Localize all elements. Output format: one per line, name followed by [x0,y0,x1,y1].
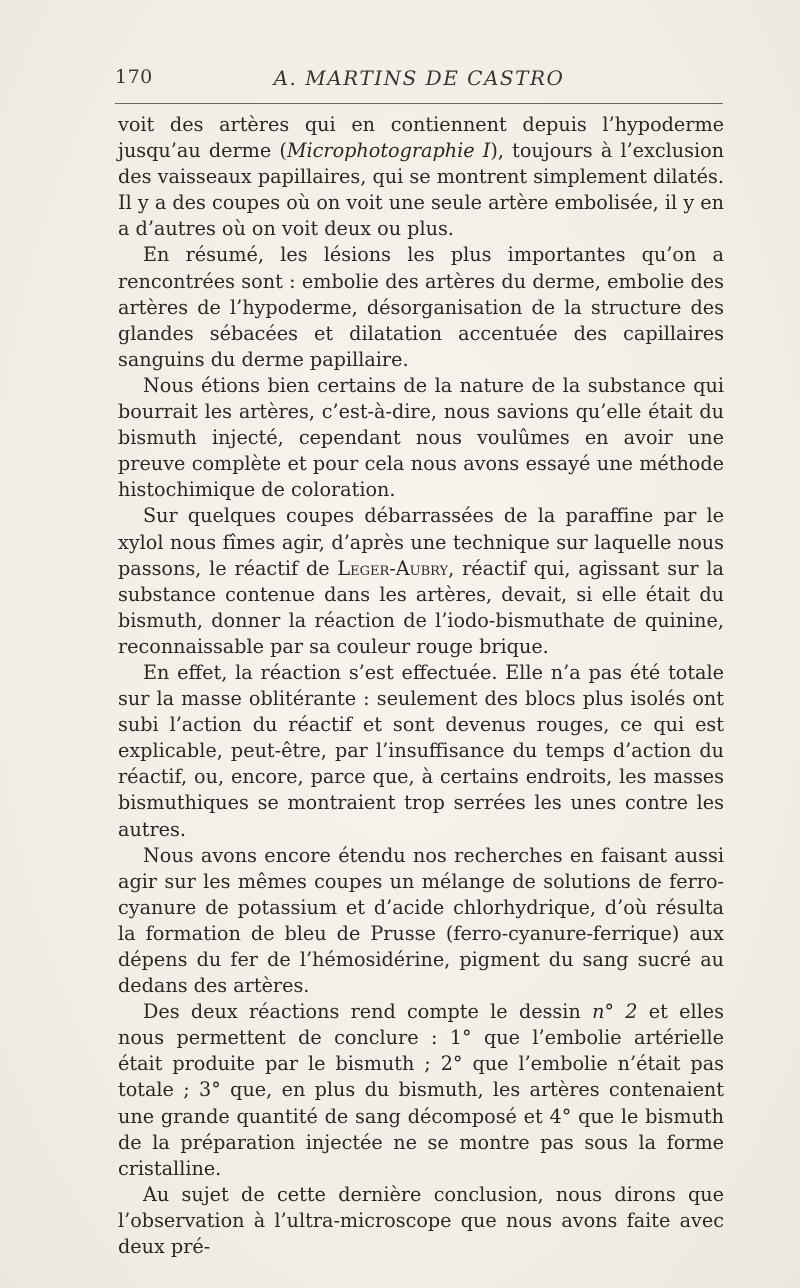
paragraph [118,242,724,372]
text-run: Nous avons encore étendu nos recherches en faisant aussi agir sur les mêmes coupes un mélange de solutions de ferro-cyanure de potassium et d’acide chlorhydrique, d’où résulta la formation de bleu de Prusse (ferro-cyanure-ferrique) aux dépens du fer de l’hémosidérine, pigment du sang sucré au dedans des artères. [118,843,724,998]
text-run: Sur quelques coupes débarrassées de la paraffine par le xylol nous fîmes agir, d’après une technique sur laquelle nous passons, le réactif de [118,504,724,580]
small-caps-name: Leger-Aubry [337,556,449,580]
text-run: et elles nous permettent de conclure : 1° que l’embolie artérielle était produite par le bismuth ; 2° que l’embolie n’était pas totale ; 3° que, en plus du bismuth, les artères contenaient une grande quantité de sang décomposé et 4° que le bismuth de la préparation injectée ne se montre pas sous la forme cristalline. [118,1000,724,1180]
text-run: En effet, la réaction s’est effectuée. Elle n’a pas été totale sur la masse oblitérante : seulement des blocs plus isolés ont subi l’action du réactif et sont devenus rouges, ce qui est explicable, peut-être, par l’insuffisance du temps d’action du réactif, ou, encore, parce que, à certains endroits, les masses bismuthiques se montraient trop serrées les unes contre les autres. [118,660,724,841]
text-run: Au sujet de cette dernière conclusion, nous dirons que l’observation à l’ultra-microscope que nous avons faite avec deux pré- [118,1182,724,1259]
page-number: 170 [115,66,153,88]
paragraph [118,503,724,660]
paragraph [118,843,724,1000]
paragraph [118,112,724,242]
italic-text: n° 2 [592,1000,638,1024]
text-run: ), toujours à l’exclusion des vaisseaux papillaires, qui se montrent simplement dilatés. Il y a des coupes où on voit une seule artère embolisée, il y en a d’autres où on voit deux ou plus. [118,139,724,241]
running-head [115,66,723,96]
text-run: Nous étions bien certains de la nature de la substance qui bourrait les artères, c’est-à-dire, nous savions qu’elle était du bismuth injecté, cependant nous voulûmes en avoir une preuve complète et pour cela nous avons essayé une méthode histochimique de coloration. [118,373,724,502]
paragraph [118,660,724,843]
text-run: Des deux réactions rend compte le dessin [143,1000,593,1024]
italic-text: Microphotographie I [286,139,491,163]
paragraph [118,1182,724,1260]
running-title: A. MARTINS DE CASTRO [273,66,565,90]
paragraph [118,373,724,503]
body-text [118,112,724,1260]
text-run: , réactif qui, agissant sur la substance contenue dans les artères, devait, si elle était du bismuth, donner la réaction de l’iodo-bismuthate de quinine, reconnaissable par sa couleur rouge brique. [118,556,724,658]
paragraph [118,999,724,1182]
text-run: En résumé, les lésions les plus importantes qu’on a rencontrées sont : embolie des artères du derme, embolie des artères de l’hypoderme, désorganisation de la structure des glandes sébacées et dilatation accentuée des capillaires sanguins du derme papillaire. [118,243,724,371]
text-run: voit des artères qui en contiennent depuis l’hypoderme jusqu’au derme ( [118,113,724,163]
header-rule [115,103,723,104]
